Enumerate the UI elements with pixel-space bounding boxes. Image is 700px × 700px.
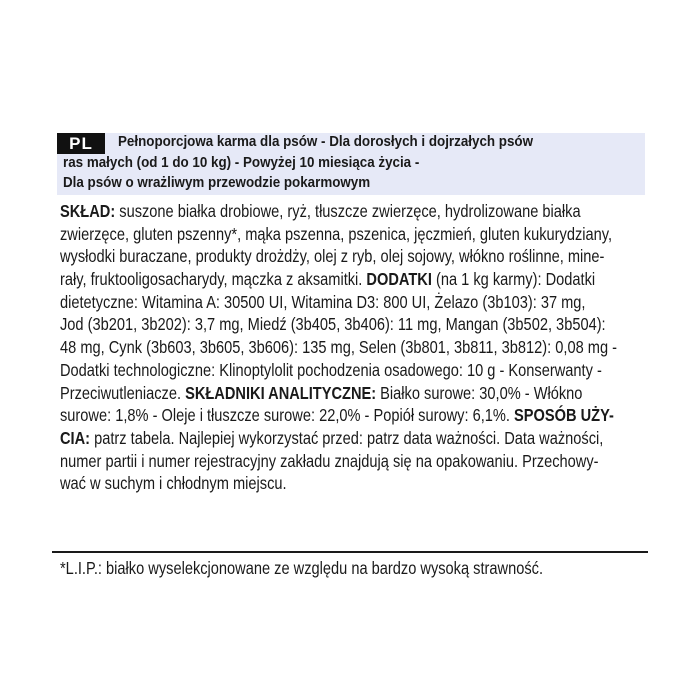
text-line [60, 359, 602, 382]
text-line [60, 200, 581, 223]
line-text: (na 1 kg karmy): Dodatki [431, 269, 596, 290]
line-text: suszone białka drobiowe, ryż, tłuszcze zwierzęce, hydrolizowane białka [115, 201, 581, 221]
text-line [60, 245, 605, 268]
text-line [60, 268, 596, 291]
line-text: Białko surowe: 30,0% - Włókno [376, 382, 583, 403]
text-line [60, 427, 604, 450]
text-line [60, 450, 599, 473]
line-text: dietetyczne: Witamina A: 30500 UI, Witamina D3: 800 UI, Żelazo (3b103): 37 mg, [60, 291, 586, 312]
line-text: wysłodki buraczane, produkty drożdży, olej z ryb, olej sojowy, włókno roślinne, mine- [60, 246, 605, 267]
title-line-2: ras małych (od 1 do 10 kg) - Powyżej 10 miesiąca życia - [63, 155, 420, 171]
text-line [60, 472, 578, 495]
line-text: rały, fruktooligosacharydy, mączka z aksamitki. [60, 269, 367, 290]
line-text: Dodatki technologiczne: Klinoptylolit pochodzenia osadowego: 10 g - Konserwanty - [60, 359, 602, 380]
line-text: numer partii i numer rejestracyjny zakładu znajdują się na opakowaniu. Przechowy- [60, 450, 599, 471]
ingredients-text [60, 200, 680, 495]
text-line [60, 336, 618, 359]
section-heading: CIA: [60, 427, 91, 448]
section-heading: SKŁAD: [60, 201, 116, 221]
divider-line [52, 551, 648, 553]
line-text: 48 mg, Cynk (3b603, 3b605, 3b606): 135 mg, Selen (3b801, 3b811, 3b812): 0,08 mg - [60, 337, 618, 358]
text-line [60, 404, 614, 427]
text-line [60, 291, 586, 314]
line-text: patrz tabela. Najlepiej wykorzystać przed: patrz data ważności. Data ważności, [90, 427, 604, 448]
line-text: Przeciwutleniacze. [60, 382, 186, 403]
title-line-1: Pełnoporcjowa karma dla psów - Dla dorosłych i dojrzałych psów [118, 134, 533, 150]
text-line [60, 223, 613, 246]
title-line-3: Dla psów o wrażliwym przewodzie pokarmowym [63, 175, 371, 191]
section-heading: DODATKI [366, 269, 432, 290]
line-text: wać w suchym i chłodnym miejscu. [60, 473, 287, 494]
section-heading: SKŁADNIKI ANALITYCZNE: [185, 382, 377, 403]
language-badge: PL [57, 133, 105, 154]
line-text: surowe: 1,8% - Oleje i tłuszcze surowe: 22,0% - Popiół surowy: 6,1%. [60, 405, 515, 426]
section-heading: SPOSÓB UŻY- [514, 405, 614, 426]
line-text: zwierzęce, gluten pszenny*, mąka pszenna, pszenica, jęczmień, gluten kukurydziany, [60, 223, 613, 244]
text-line [60, 382, 583, 405]
footnote: *L.I.P.: białko wyselekcjonowane ze względu na bardzo wysoką strawność. [60, 558, 544, 578]
text-line [60, 313, 606, 336]
line-text: Jod (3b201, 3b202): 3,7 mg, Miedź (3b405, 3b406): 11 mg, Mangan (3b502, 3b504): [60, 314, 606, 335]
